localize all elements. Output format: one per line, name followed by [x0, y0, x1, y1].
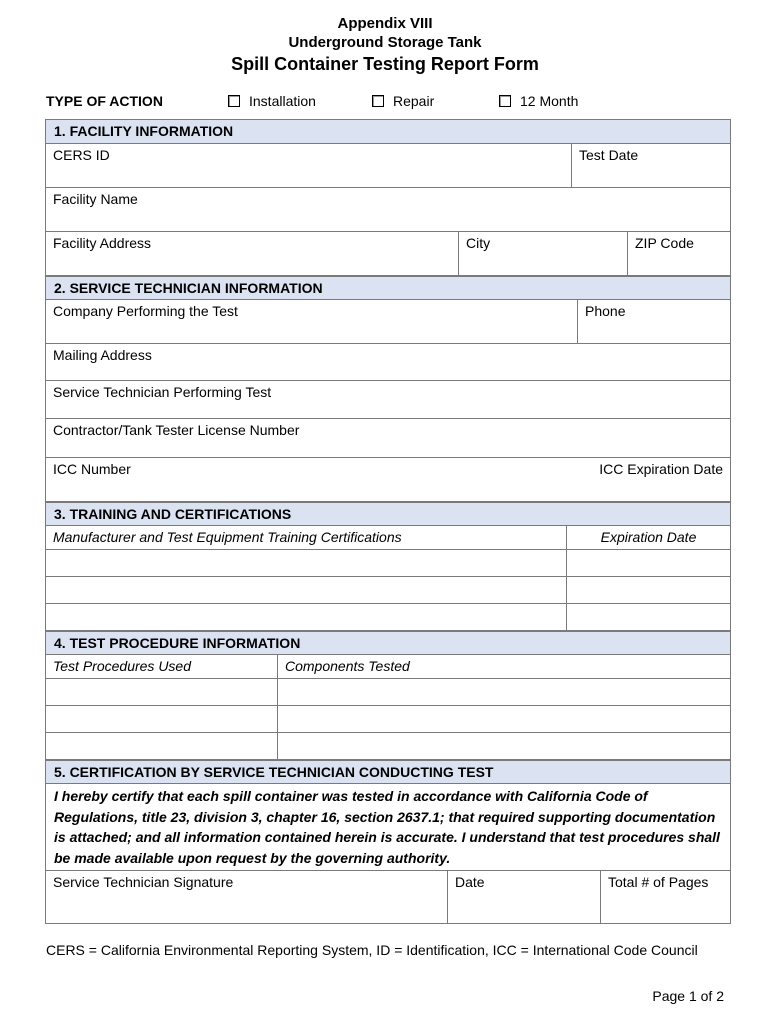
date-field[interactable] — [448, 871, 601, 923]
form-header — [0, 14, 770, 76]
repair-checkbox[interactable] — [372, 95, 384, 107]
training-cell[interactable] — [46, 577, 567, 603]
components-cell[interactable] — [278, 706, 730, 732]
installation-option[interactable] — [228, 93, 316, 109]
12-month-label: 12 Month — [520, 93, 579, 109]
facility-name-field[interactable] — [46, 188, 730, 231]
test-date-label: Test Date — [579, 147, 639, 163]
icc-number-label: ICC Number — [53, 461, 131, 477]
section-3-header: 3. TRAINING AND CERTIFICATIONS — [46, 502, 730, 526]
license-number-label: Contractor/Tank Tester License Number — [53, 422, 300, 438]
date-label: Date — [455, 874, 485, 890]
procedure-row — [46, 679, 730, 706]
training-row — [46, 577, 730, 604]
procedures-col-header: Test Procedures Used — [46, 655, 278, 678]
expiration-cell[interactable] — [567, 577, 730, 603]
training-header-row — [46, 526, 730, 550]
mailing-row — [46, 344, 730, 381]
training-row — [46, 550, 730, 577]
abbreviations-footnote: CERS = California Environmental Reporting System, ID = Identification, ICC = International Code Council — [46, 942, 698, 958]
installation-checkbox[interactable] — [228, 95, 240, 107]
mailing-address-label: Mailing Address — [53, 347, 152, 363]
12-month-checkbox[interactable] — [499, 95, 511, 107]
type-of-action-label: TYPE OF ACTION — [46, 93, 163, 109]
facility-address-label: Facility Address — [53, 235, 152, 251]
certification-statement: I hereby certify that each spill container was tested in accordance with California Code of Regulations, title 23, division 3, chapter 16, section 2637.1; that required supporting documentation is attached; and all information contained herein is accurate. I understand that test procedures shall be made available upon request by the governing authority. — [46, 784, 730, 871]
procedure-header-row — [46, 655, 730, 679]
mailing-address-field[interactable] — [46, 344, 730, 380]
company-label: Company Performing the Test — [53, 303, 238, 319]
page-number: Page 1 of 2 — [652, 988, 724, 1004]
type-of-action-row — [46, 93, 730, 113]
appendix-title: Appendix VIII — [337, 15, 433, 32]
components-col-header: Components Tested — [285, 658, 410, 674]
form-title: Spill Container Testing Report Form — [231, 54, 539, 74]
training-cell[interactable] — [46, 550, 567, 576]
icc-expiration-label: ICC Expiration Date — [599, 461, 723, 477]
technician-row — [46, 381, 730, 419]
license-row — [46, 419, 730, 458]
training-row — [46, 604, 730, 631]
procedure-cell[interactable] — [46, 706, 278, 732]
license-number-field[interactable] — [46, 419, 730, 457]
expiration-cell[interactable] — [567, 604, 730, 630]
cers-id-label: CERS ID — [53, 147, 110, 163]
total-pages-field[interactable] — [601, 871, 730, 923]
technician-field[interactable] — [46, 381, 730, 418]
company-row — [46, 300, 730, 344]
cers-id-field[interactable] — [46, 144, 572, 187]
installation-label: Installation — [249, 93, 316, 109]
facility-name-row — [46, 188, 730, 232]
procedure-cell[interactable] — [46, 679, 278, 705]
section-1-header: 1. FACILITY INFORMATION — [46, 120, 730, 144]
expiration-col-header: Expiration Date — [600, 529, 697, 545]
icc-row — [46, 458, 730, 502]
zip-code-field[interactable] — [628, 232, 730, 275]
expiration-cell[interactable] — [567, 550, 730, 576]
city-field[interactable] — [459, 232, 628, 275]
procedure-row — [46, 733, 730, 760]
facility-name-label: Facility Name — [53, 191, 138, 207]
repair-label: Repair — [393, 93, 435, 109]
section-4-header: 4. TEST PROCEDURE INFORMATION — [46, 631, 730, 655]
components-cell[interactable] — [278, 733, 730, 759]
training-col-header: Manufacturer and Test Equipment Training Certifications — [46, 526, 567, 549]
phone-label: Phone — [585, 303, 626, 319]
report-form — [45, 119, 731, 924]
procedure-cell[interactable] — [46, 733, 278, 759]
icc-field[interactable] — [46, 458, 730, 501]
zip-code-label: ZIP Code — [635, 235, 694, 251]
12-month-option[interactable] — [499, 93, 578, 109]
section-2-header: 2. SERVICE TECHNICIAN INFORMATION — [46, 276, 730, 300]
repair-option[interactable] — [372, 93, 434, 109]
test-date-field[interactable] — [572, 144, 730, 187]
cers-row — [46, 144, 730, 188]
signature-field[interactable] — [46, 871, 448, 923]
training-cell[interactable] — [46, 604, 567, 630]
signature-row — [46, 871, 730, 923]
form-subtitle: Underground Storage Tank — [288, 34, 482, 51]
address-row — [46, 232, 730, 276]
city-label: City — [466, 235, 491, 251]
procedure-row — [46, 706, 730, 733]
signature-label: Service Technician Signature — [53, 874, 234, 890]
components-cell[interactable] — [278, 679, 730, 705]
technician-label: Service Technician Performing Test — [53, 384, 272, 400]
company-field[interactable] — [46, 300, 578, 343]
total-pages-label: Total # of Pages — [608, 874, 709, 890]
facility-address-field[interactable] — [46, 232, 459, 275]
phone-field[interactable] — [578, 300, 730, 343]
section-5-header: 5. CERTIFICATION BY SERVICE TECHNICIAN CONDUCTING TEST — [46, 760, 730, 784]
